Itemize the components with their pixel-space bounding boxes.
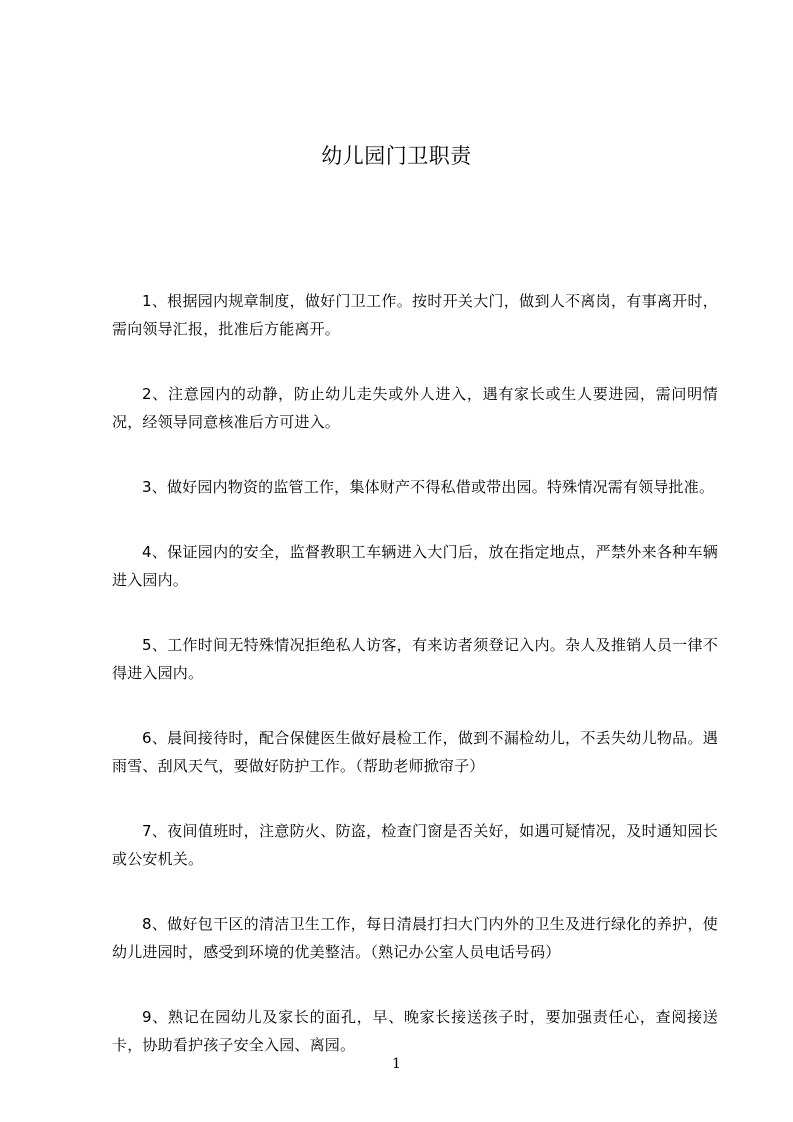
page-number: 1 [392,1056,401,1072]
duty-item-9: 9、熟记在园幼儿及家长的面孔，早、晚家长接送孩子时，要加强责任心，查阅接送卡，协助看护孩子安全入园、离园。 [112,1008,718,1054]
duty-item-8: 8、做好包干区的清洁卫生工作，每日清晨打扫大门内外的卫生及进行绿化的养护，使幼儿进园时，感受到环境的优美整洁。（熟记办公室人员电话号码） [112,915,718,961]
duty-item-7: 7、夜间值班时，注意防火、防盗，检查门窗是否关好，如遇可疑情况，及时通知园长或公安机关。 [112,822,718,868]
duty-item-4: 4、保证园内的安全，监督教职工车辆进入大门后，放在指定地点，严禁外来各种车辆进入园内。 [112,543,718,589]
document-body [112,287,718,1096]
duty-item-1: 1、根据园内规章制度，做好门卫工作。按时开关大门，做到人不离岗，有事离开时，需向领导汇报，批准后方能离开。 [112,292,718,338]
duty-item-2: 2、注意园内的动静，防止幼儿走失或外人进入，遇有家长或生人要进园，需问明情况，经领导同意核准后方可进入。 [112,385,718,431]
duty-item-5: 5、工作时间无特殊情况拒绝私人访客，有来访者须登记入内。杂人及推销人员一律不得进入园内。 [112,636,718,682]
document-title: 幼儿园门卫职责 [321,144,472,168]
duty-item-3: 3、做好园内物资的监管工作，集体财产不得私借或带出园。特殊情况需有领导批准。 [142,478,715,496]
duty-item-6: 6、晨间接待时，配合保健医生做好晨检工作，做到不漏检幼儿，不丢失幼儿物品。遇雨雪、刮风天气，要做好防护工作。（帮助老师掀帘子） [112,729,718,775]
